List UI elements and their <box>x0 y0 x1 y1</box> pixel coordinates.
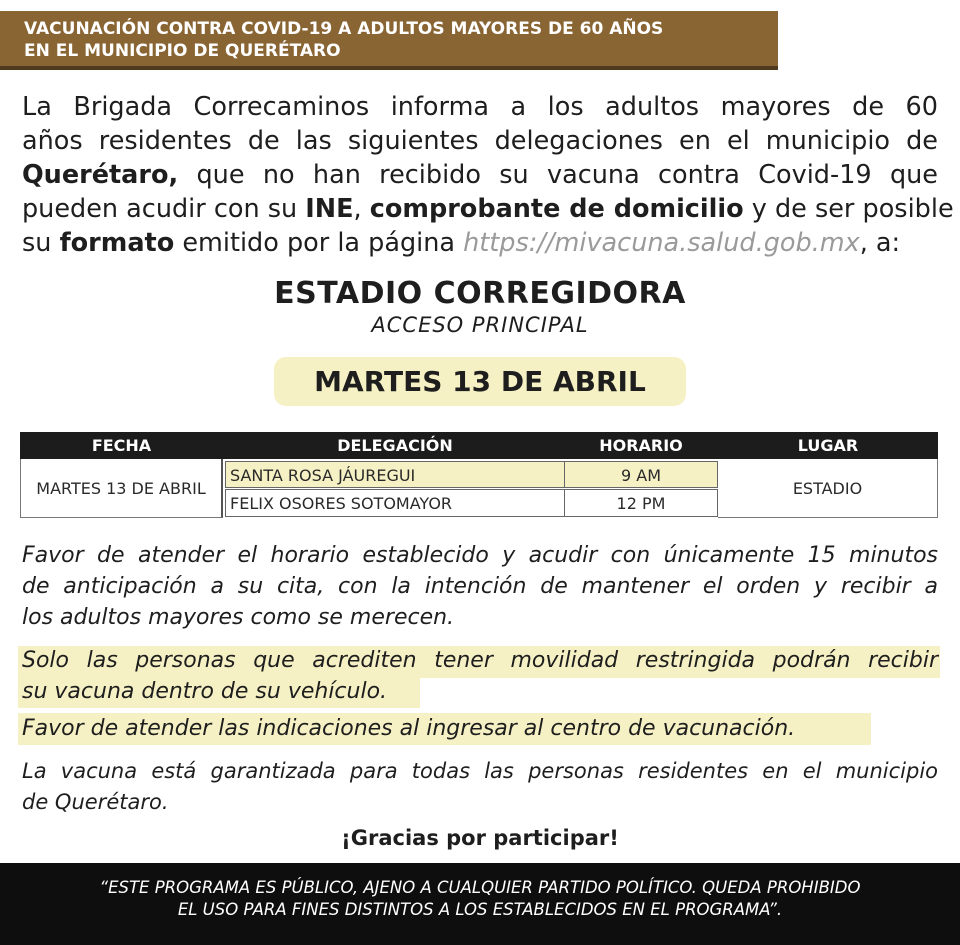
intro-line-5-start: su <box>22 228 60 258</box>
note-guarantee-line-2: de Querétaro. <box>22 790 169 814</box>
note-mobility-line-2: su vacuna dentro de su vehículo. <box>22 679 388 704</box>
footer-line-2: EL USO PARA FINES DISTINTOS A LOS ESTABLECIDOS EN EL PROGRAMA”. <box>177 900 783 919</box>
cell-delegacion-2: FELIX OSORES SOTOMAYOR <box>225 489 565 517</box>
note-mobility <box>22 645 938 707</box>
note-mobility-line-1: Solo las personas que acrediten tener movilidad restringida podrán recibir <box>22 648 938 673</box>
note-schedule-line-3: los adultos mayores como se merecen. <box>22 605 455 630</box>
thanks-message: ¡Gracias por participar! <box>341 826 619 850</box>
intro-line-5-text: emitido por la página <box>174 228 464 258</box>
table-header <box>20 432 938 459</box>
intro-comprobante: comprobante de domicilio <box>369 194 744 224</box>
intro-comma: , <box>353 194 370 224</box>
intro-ine: INE <box>305 194 354 224</box>
cell-fecha: MARTES 13 DE ABRIL <box>20 459 223 518</box>
header-delegacion: DELEGACIÓN <box>337 436 453 455</box>
note-schedule <box>22 540 938 633</box>
schedule-table <box>20 432 938 518</box>
banner-line-2: EN EL MUNICIPIO DE QUERÉTARO <box>24 41 341 61</box>
cell-delegacion-1: SANTA ROSA JÁUREGUI <box>225 461 565 488</box>
vaccine-site-link[interactable]: https://mivacuna.salud.gob.mx <box>463 228 860 258</box>
cell-lugar: ESTADIO <box>718 459 938 518</box>
footer-line-1: “ESTE PROGRAMA ES PÚBLICO, AJENO A CUALQUIER PARTIDO POLÍTICO. QUEDA PROHIBIDO <box>99 878 861 897</box>
intro-municipio: Querétaro, <box>22 160 179 190</box>
cell-horario-2: 12 PM <box>564 489 718 517</box>
note-guarantee <box>22 756 938 818</box>
banner-line-1: VACUNACIÓN CONTRA COVID-19 A ADULTOS MAYORES DE 60 AÑOS <box>24 19 664 39</box>
venue-name: ESTADIO CORREGIDORA <box>274 276 686 311</box>
note-schedule-line-2: de anticipación a su cita, con la intención de mantener el orden y recibir a <box>22 574 938 599</box>
date-badge: MARTES 13 DE ABRIL <box>274 357 686 406</box>
table-body <box>20 459 938 518</box>
intro-line-1: La Brigada Correcaminos informa a los adultos mayores de 60 <box>22 92 938 122</box>
header-lugar: LUGAR <box>797 436 859 455</box>
intro-paragraph <box>22 90 954 260</box>
intro-line-3-text: que no han recibido su vacuna contra Covid-19 que <box>178 160 938 190</box>
legal-footer <box>0 863 960 945</box>
intro-line-4-text: pueden acudir con su <box>22 194 306 224</box>
intro-line-5 <box>22 226 938 260</box>
header-horario: HORARIO <box>599 436 683 455</box>
intro-line-4-end: y de ser posible <box>743 194 954 224</box>
intro-line-5-end: , a: <box>859 228 901 258</box>
intro-line-2: años residentes de las siguientes delegaciones en el municipio de <box>22 126 938 156</box>
note-schedule-line-1: Favor de atender el horario establecido y acudir con únicamente 15 minutos <box>22 543 938 568</box>
intro-line-4 <box>22 192 954 226</box>
intro-line-3 <box>22 158 938 192</box>
note-indications-line: Favor de atender las indicaciones al ingresar al centro de vacunación. <box>22 716 796 741</box>
cell-horario-1: 9 AM <box>564 461 718 488</box>
venue-access: ACCESO PRINCIPAL <box>371 313 589 337</box>
intro-formato: formato <box>59 228 175 258</box>
header-banner <box>0 11 778 70</box>
note-indications <box>22 713 938 744</box>
note-guarantee-line-1: La vacuna está garantizada para todas las personas residentes en el municipio <box>22 759 938 783</box>
header-fecha: FECHA <box>91 436 152 455</box>
